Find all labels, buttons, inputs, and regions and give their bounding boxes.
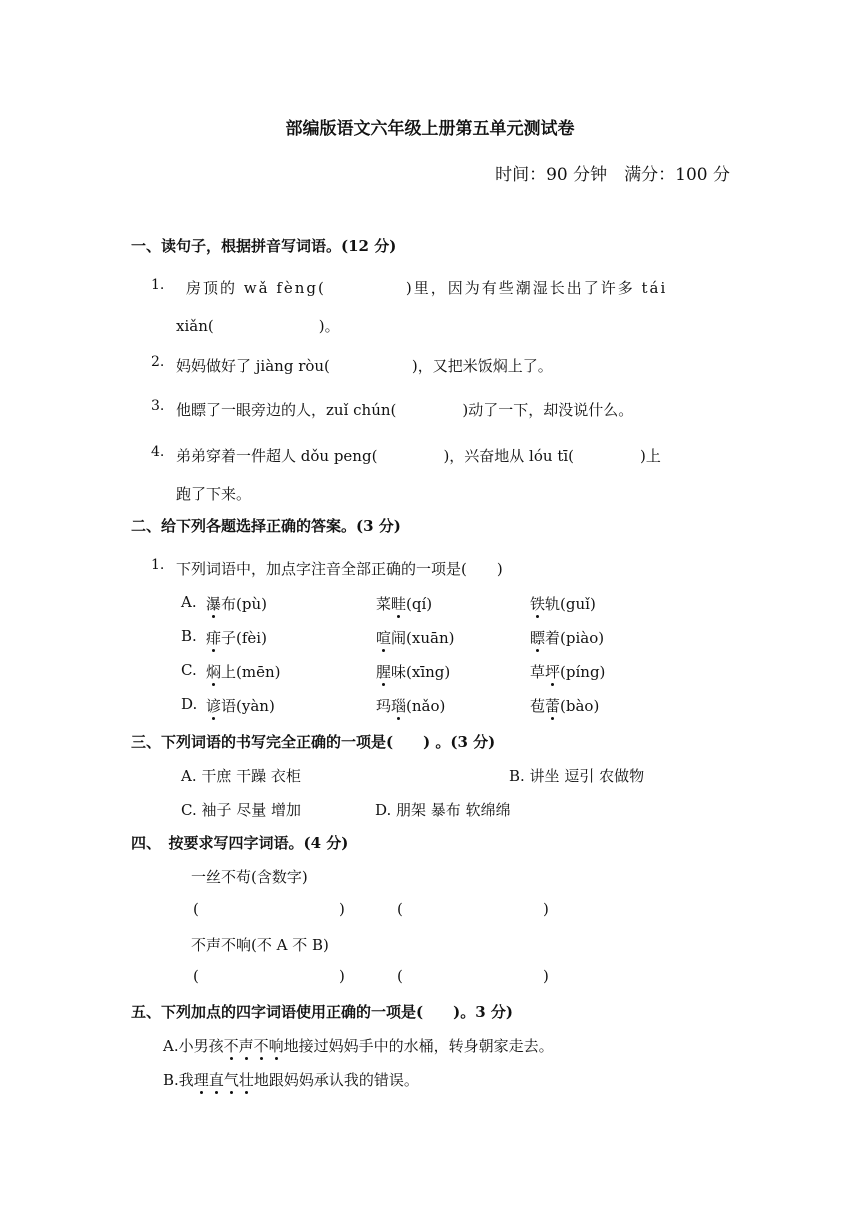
s1-q4-text-cont: 跑了下来。: [176, 485, 252, 503]
pinyin-text: (fèi): [236, 629, 267, 647]
s5-b-prefix: B.我: [163, 1071, 194, 1089]
s3-option-d: D. 朋架 暴布 软绵绵: [375, 801, 511, 819]
dotted-char: 直: [208, 1071, 224, 1089]
word-char: 上: [221, 663, 237, 681]
s5-a-suffix: 地接过妈妈手中的水桶，转身朝家走去。: [283, 1037, 554, 1055]
pinyin-text: (píng): [560, 663, 606, 681]
dotted-char: 喧: [376, 629, 392, 647]
dotted-char: 痱: [206, 629, 222, 647]
s2-option-word: [530, 627, 604, 648]
dotted-char: 理: [193, 1071, 209, 1089]
s2-option-word: [206, 695, 275, 716]
s1-q1-text-cont: [176, 315, 340, 336]
s1-q1-text: [186, 277, 667, 298]
word-char: 轨: [545, 595, 561, 613]
dotted-char: 声: [238, 1037, 254, 1055]
section-5-heading: 五、下列加点的四字词语使用正确的一项是( )。3 分): [131, 1003, 513, 1021]
s2-option-word: [206, 661, 281, 682]
s2-option-word: [376, 593, 432, 614]
s1-q3-text: [176, 399, 633, 420]
s2-q1-text: 下列词语中，加点字注音全部正确的一项是( ): [176, 560, 503, 578]
s1-q3-part-a: 他瞟了一眼旁边的人，zuǐ chún(: [176, 401, 397, 419]
s2-option-label: A.: [181, 593, 197, 611]
s2-option-word: [376, 627, 454, 648]
word-char: 布: [221, 595, 237, 613]
dotted-char: 铁: [530, 595, 546, 613]
s4-item-2: 不声不响(不 A 不 B): [191, 936, 329, 954]
pinyin-text: (qí): [406, 595, 433, 613]
s2-option-word: [530, 593, 596, 614]
pinyin-text: (piào): [560, 629, 605, 647]
dotted-char: 腥: [376, 663, 392, 681]
pinyin-text: (mēn): [236, 663, 281, 681]
s1-q4-part-c: )上: [640, 447, 661, 465]
s1-q2-part-a: 妈妈做好了 jiàng ròu(: [176, 357, 330, 375]
s2-option-label: D.: [181, 695, 198, 713]
s4-item-1: 一丝不苟(含数字): [191, 868, 308, 886]
s3-option-c: C. 袖子 尽量 增加: [181, 801, 302, 819]
s1-q1-part-c: xiǎn(: [176, 317, 214, 335]
dotted-char: 不: [253, 1037, 269, 1055]
answer-paren-left: (: [397, 900, 403, 918]
s3-option-a: A. 干庶 干躁 衣柜: [181, 767, 301, 785]
word-char: 菜: [376, 595, 392, 613]
word-char: 着: [545, 629, 561, 647]
s5-b-suffix: 地跟妈妈承认我的错误。: [253, 1071, 419, 1089]
page-title: 部编版语文六年级上册第五单元测试卷: [285, 119, 575, 139]
word-char: 闹: [391, 629, 407, 647]
answer-paren-left: (: [397, 967, 403, 985]
s2-option-word: [206, 627, 267, 648]
dotted-char: 响: [268, 1037, 284, 1055]
s2-option-word: [376, 695, 445, 716]
dotted-char: 瞟: [530, 629, 546, 647]
section-3-heading: 三、下列词语的书写完全正确的一项是( ) 。(3 分): [131, 733, 496, 751]
exam-meta: 时间：90 分钟 满分：100 分: [495, 165, 730, 185]
answer-paren-right: ): [339, 967, 345, 985]
s5-option-a: [163, 1035, 554, 1056]
dotted-char: 不: [223, 1037, 239, 1055]
dotted-char: 瑙: [391, 697, 407, 715]
pinyin-text: (guǐ): [560, 595, 596, 613]
s2-option-label: B.: [181, 627, 197, 645]
s2-option-word: [530, 695, 599, 716]
s5-option-b: [163, 1069, 419, 1090]
pinyin-text: (xīng): [406, 663, 451, 681]
section-4-heading: 四、 按要求写四字词语。(4 分): [131, 834, 349, 852]
s2-q1-number: 1.: [151, 557, 165, 573]
dotted-char: 坪: [545, 663, 561, 681]
section-2-heading: 二、给下列各题选择正确的答案。(3 分): [131, 517, 401, 535]
dotted-char: 焖: [206, 663, 222, 681]
answer-paren-right: ): [339, 900, 345, 918]
answer-paren-left: (: [193, 967, 199, 985]
dotted-char: 谚: [206, 697, 222, 715]
s1-q1-number: 1.: [151, 277, 165, 293]
word-char: 味: [391, 663, 407, 681]
s1-q4-text: [176, 445, 661, 466]
pinyin-text: (nǎo): [406, 697, 446, 715]
s2-option-word: [376, 661, 450, 682]
s1-q1-part-a: 房顶的 wǎ fèng(: [186, 279, 326, 297]
s1-q4-number: 4.: [151, 444, 165, 460]
dotted-char: 畦: [391, 595, 407, 613]
s1-q4-part-a: 弟弟穿着一件超人 dǒu peng(: [176, 447, 378, 465]
dotted-char: 气: [223, 1071, 239, 1089]
s2-option-label: C.: [181, 661, 197, 679]
s1-q3-number: 3.: [151, 398, 165, 414]
word-char: 草: [530, 663, 546, 681]
s1-q1-part-d: )。: [318, 317, 340, 335]
section-1-heading: 一、读句子，根据拼音写词语。(12 分): [131, 237, 397, 255]
dotted-char: 蕾: [545, 697, 561, 715]
s1-q4-part-b: )，兴奋地从 lóu tī(: [443, 447, 574, 465]
s1-q3-part-b: )动了一下，却没说什么。: [462, 401, 634, 419]
answer-paren-right: ): [543, 900, 549, 918]
s2-option-word: [206, 593, 267, 614]
s1-q2-number: 2.: [151, 354, 165, 370]
answer-paren-right: ): [543, 967, 549, 985]
pinyin-text: (yàn): [236, 697, 275, 715]
word-char: 语: [221, 697, 237, 715]
s1-q1-part-b: )里，因为有些潮湿长出了许多 tái: [405, 279, 668, 297]
s3-option-b: B. 讲坐 逗引 农做物: [509, 767, 645, 785]
pinyin-text: (bào): [560, 697, 600, 715]
word-char: 苞: [530, 697, 546, 715]
pinyin-text: (xuān): [406, 629, 455, 647]
s1-q2-part-b: )，又把米饭焖上了。: [411, 357, 553, 375]
s5-a-prefix: A.小男孩: [163, 1037, 224, 1055]
dotted-char: 瀑: [206, 595, 222, 613]
word-char: 子: [221, 629, 237, 647]
word-char: 玛: [376, 697, 392, 715]
s1-q2-text: [176, 355, 553, 376]
dotted-char: 壮: [238, 1071, 254, 1089]
s2-option-word: [530, 661, 605, 682]
answer-paren-left: (: [193, 900, 199, 918]
pinyin-text: (pù): [236, 595, 267, 613]
